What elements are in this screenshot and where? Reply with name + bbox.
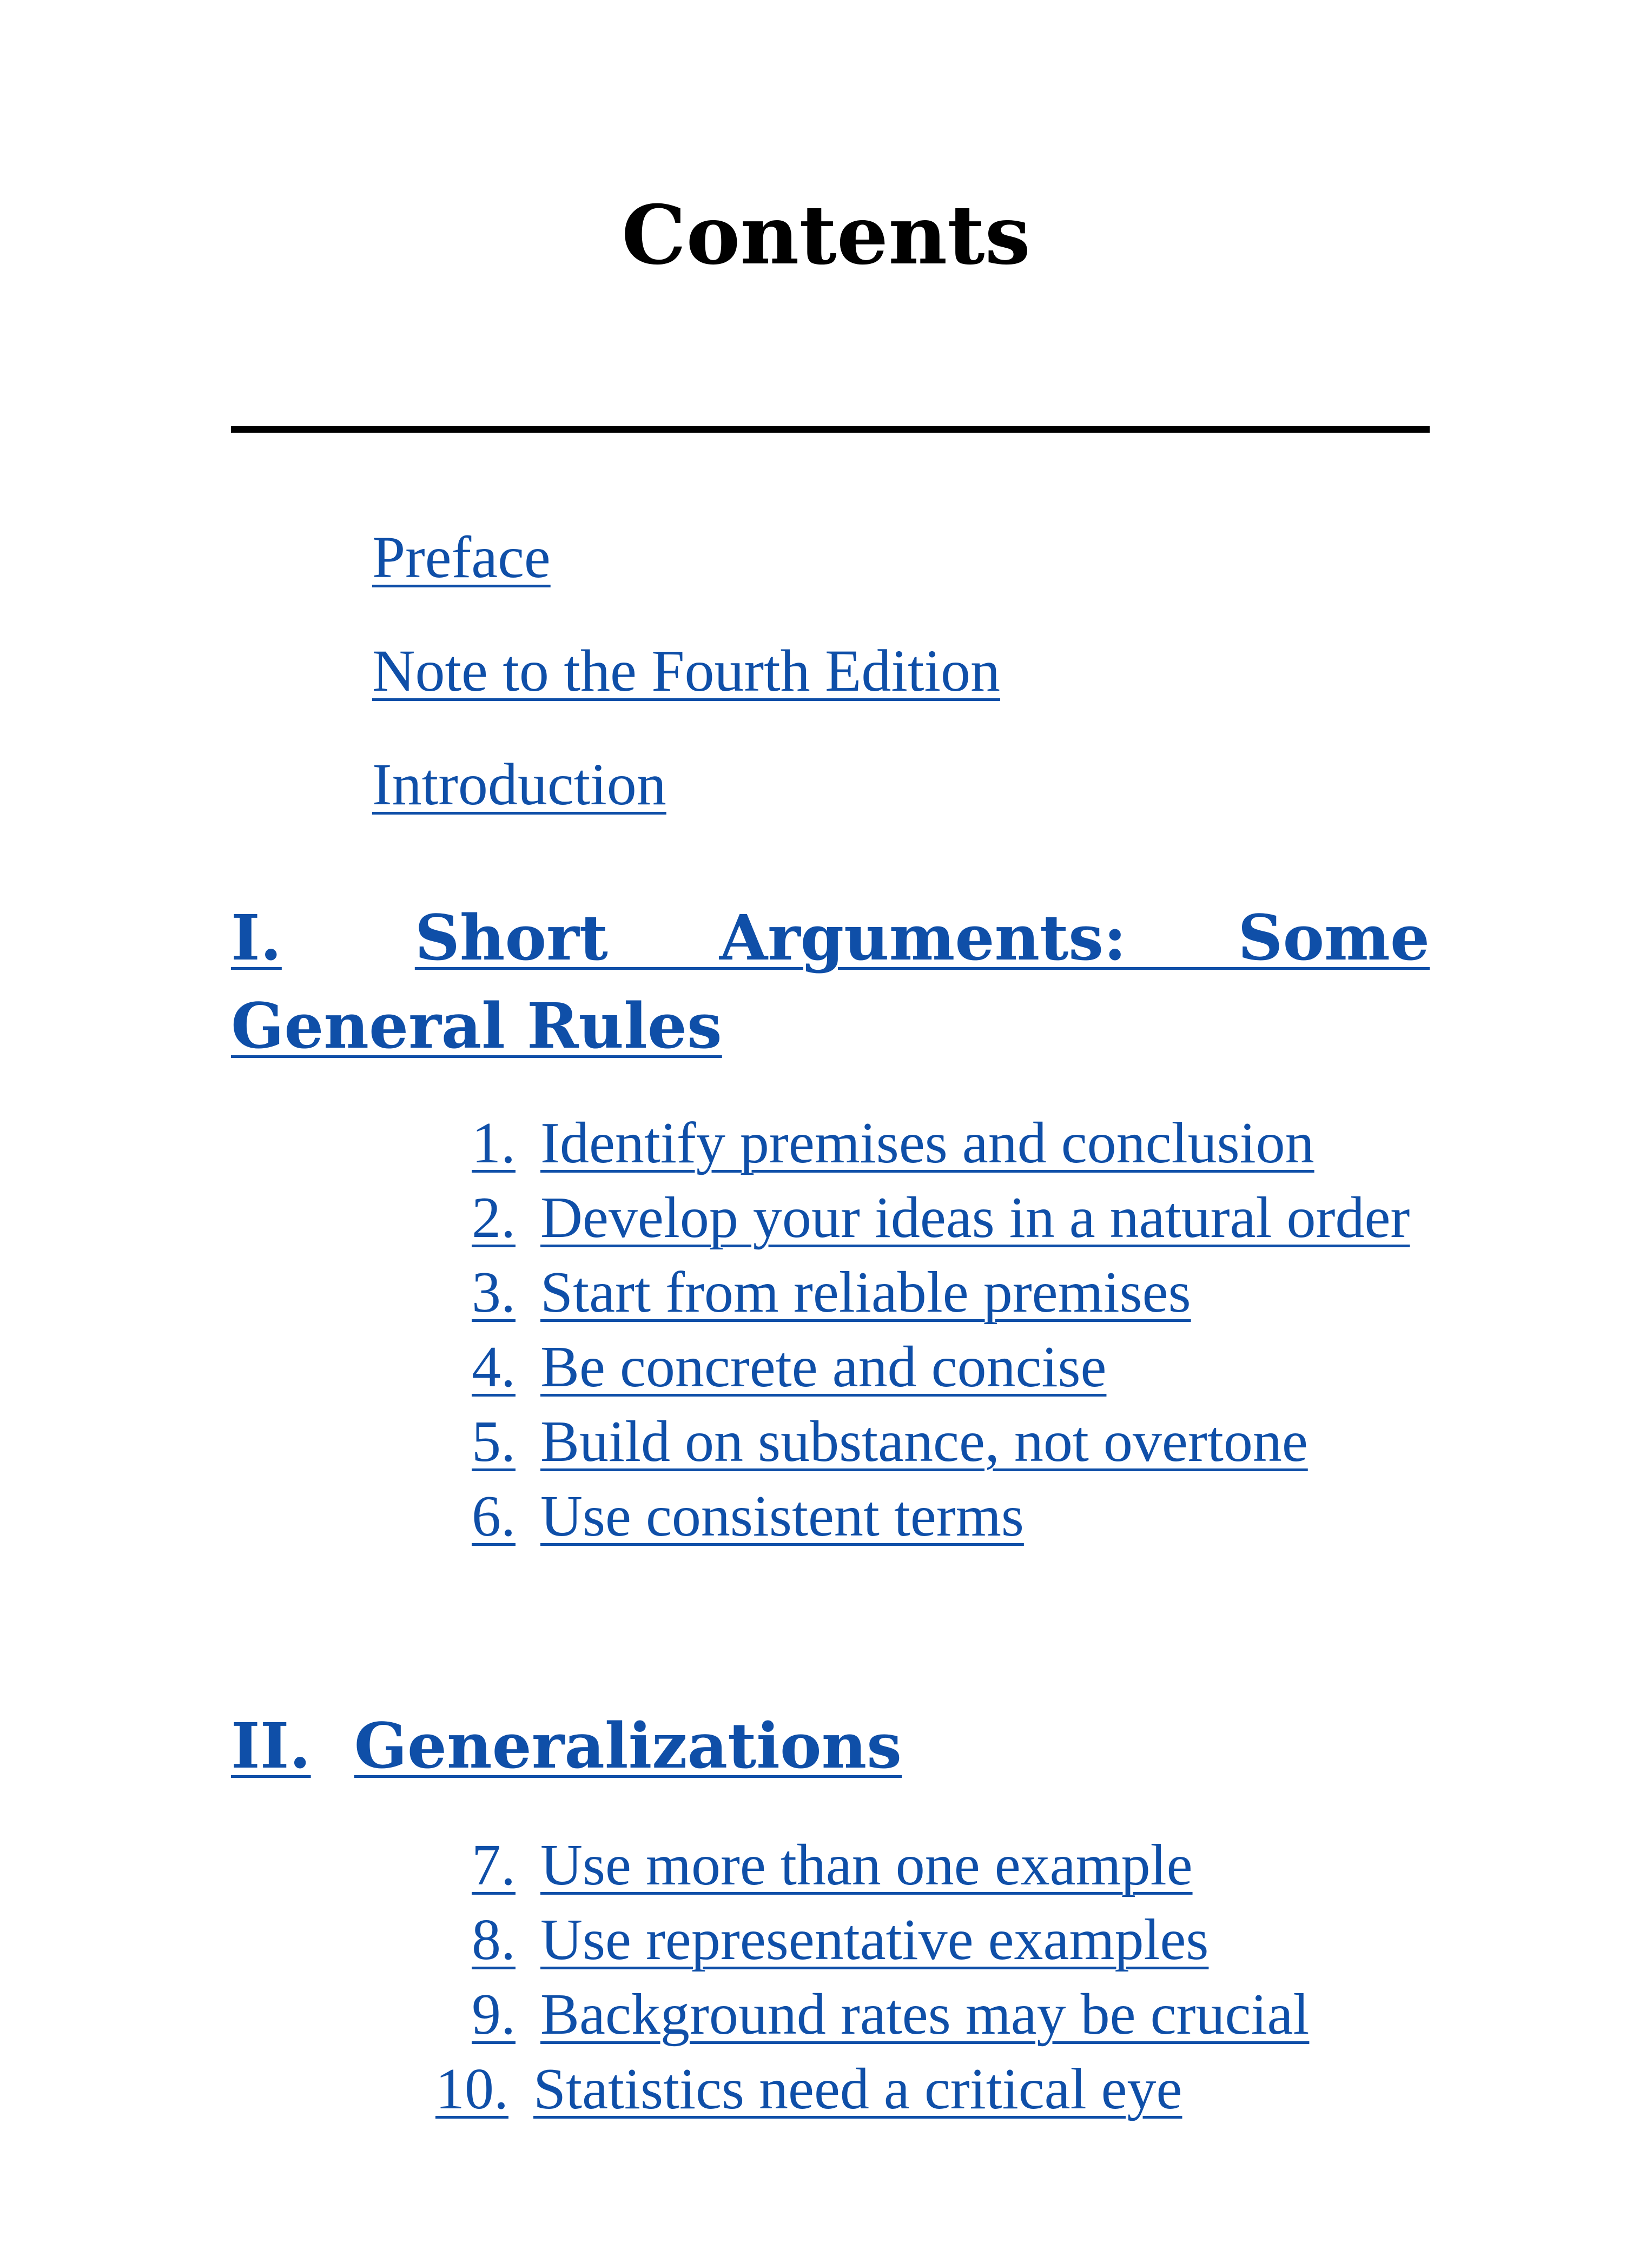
chapter-title-link[interactable]: Identify premises and conclusion bbox=[540, 1111, 1314, 1175]
part-number-link[interactable]: II. bbox=[231, 1710, 311, 1783]
chapter-title-link[interactable]: Background rates may be crucial bbox=[540, 1982, 1310, 2047]
chapter-item bbox=[408, 1405, 1430, 1479]
title-divider bbox=[231, 426, 1430, 433]
note-fourth-edition-link[interactable]: Note to the Fourth Edition bbox=[372, 638, 1001, 704]
front-matter-item bbox=[372, 638, 1001, 704]
chapter-item bbox=[408, 1479, 1430, 1554]
chapter-number-link[interactable]: 5. bbox=[472, 1410, 516, 1474]
page-title: Contents bbox=[621, 188, 1030, 283]
chapter-title-link[interactable]: Start from reliable premises bbox=[540, 1260, 1191, 1325]
part-title-link[interactable]: Generalizations bbox=[354, 1710, 902, 1783]
chapter-item bbox=[408, 1828, 1430, 1903]
chapter-item bbox=[408, 1255, 1430, 1330]
chapter-item bbox=[408, 1330, 1430, 1405]
chapter-number-link[interactable]: 3. bbox=[472, 1260, 516, 1325]
part-number-link[interactable]: I. bbox=[231, 902, 282, 975]
chapter-title-link[interactable]: Use representative examples bbox=[540, 1908, 1209, 1972]
introduction-link[interactable]: Introduction bbox=[372, 751, 666, 817]
chapter-number-link[interactable]: 9. bbox=[472, 1982, 516, 2047]
chapter-item bbox=[408, 1977, 1430, 2052]
chapter-title-link[interactable]: Build on substance, not overtone bbox=[540, 1410, 1308, 1474]
chapter-number-link[interactable]: 2. bbox=[472, 1186, 516, 1250]
chapter-item bbox=[408, 1903, 1430, 1977]
chapter-item bbox=[408, 1181, 1430, 1255]
part-heading-2 bbox=[231, 1702, 1430, 1790]
chapter-title-link[interactable]: Use consistent terms bbox=[540, 1484, 1024, 1549]
chapter-number-link[interactable]: 4. bbox=[472, 1335, 516, 1399]
part-heading-1 bbox=[231, 894, 1430, 1070]
chapter-title-link[interactable]: Develop your ideas in a natural order bbox=[540, 1186, 1410, 1250]
chapter-item bbox=[408, 2052, 1430, 2127]
part-title-link[interactable]: Short Arguments: Some General Rules bbox=[231, 902, 1430, 1063]
chapter-number-link[interactable]: 7. bbox=[472, 1833, 516, 1897]
chapter-number-link[interactable]: 10. bbox=[435, 2057, 508, 2121]
chapter-number-link[interactable]: 8. bbox=[472, 1908, 516, 1972]
chapter-list-part-2 bbox=[408, 1828, 1430, 2127]
chapter-number-link[interactable]: 1. bbox=[472, 1111, 516, 1175]
front-matter-item bbox=[372, 751, 666, 817]
chapter-title-link[interactable]: Be concrete and concise bbox=[540, 1335, 1107, 1399]
chapter-item bbox=[408, 1106, 1430, 1181]
preface-link[interactable]: Preface bbox=[372, 524, 551, 590]
front-matter-item bbox=[372, 524, 551, 590]
chapter-number-link[interactable]: 6. bbox=[472, 1484, 516, 1549]
chapter-title-link[interactable]: Use more than one example bbox=[540, 1833, 1193, 1897]
chapter-list-part-1 bbox=[408, 1106, 1430, 1554]
chapter-title-link[interactable]: Statistics need a critical eye bbox=[533, 2057, 1182, 2121]
